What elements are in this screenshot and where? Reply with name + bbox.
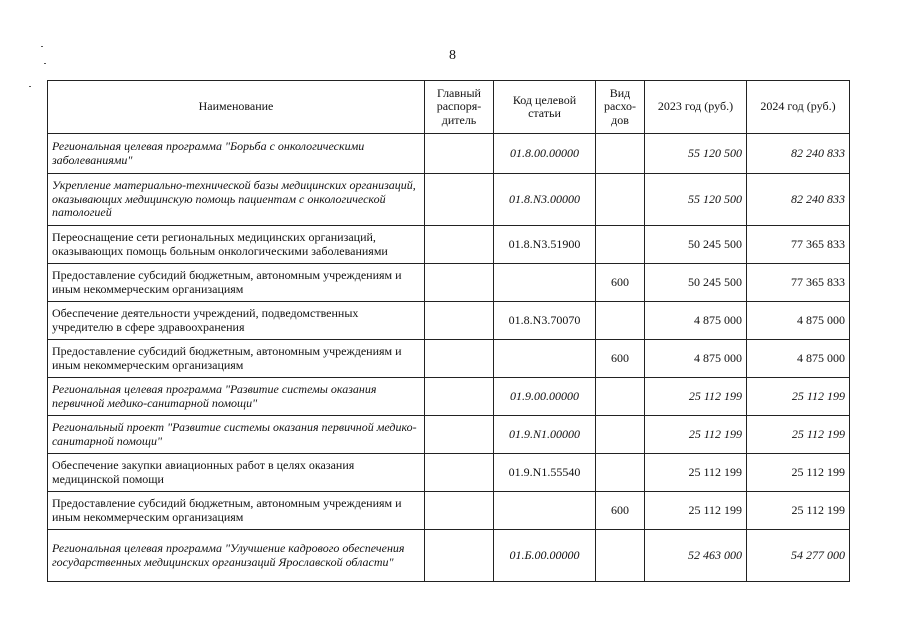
row-name-cell: Обеспечение деятельности учреждений, подведомственных учредителю в сфере здравоохранения <box>48 302 425 340</box>
scan-speck <box>29 86 31 87</box>
row-2024-cell: 4 875 000 <box>747 302 850 340</box>
row-type-cell <box>596 134 645 174</box>
row-2024-cell: 4 875 000 <box>747 340 850 378</box>
row-2024-cell: 82 240 833 <box>747 174 850 226</box>
row-name-cell: Переоснащение сети региональных медицинских организаций, оказывающих помощь больным онкологическими заболеваниями <box>48 226 425 264</box>
row-name-cell: Региональный проект "Развитие системы оказания первичной медико-санитарной помощи" <box>48 416 425 454</box>
row-2023-cell: 25 112 199 <box>645 378 747 416</box>
row-2023-cell: 4 875 000 <box>645 340 747 378</box>
table-row <box>48 530 850 582</box>
row-admin-cell <box>425 174 494 226</box>
row-admin-cell <box>425 492 494 530</box>
row-admin-cell <box>425 134 494 174</box>
row-type-cell: 600 <box>596 264 645 302</box>
row-2023-cell: 50 245 500 <box>645 226 747 264</box>
row-name-cell: Предоставление субсидий бюджетным, автономным учреждениям и иным некоммерческим организациям <box>48 492 425 530</box>
row-code-cell <box>494 492 596 530</box>
row-type-cell <box>596 378 645 416</box>
page-number: 8 <box>449 48 456 63</box>
row-2024-cell: 25 112 199 <box>747 454 850 492</box>
row-type-cell <box>596 174 645 226</box>
row-name-cell: Предоставление субсидий бюджетным, автономным учреждениям и иным некоммерческим организациям <box>48 264 425 302</box>
row-2024-cell: 77 365 833 <box>747 226 850 264</box>
header-name: Наименование <box>48 81 425 134</box>
row-2024-cell: 25 112 199 <box>747 492 850 530</box>
row-name-cell: Обеспечение закупки авиационных работ в целях оказания медицинской помощи <box>48 454 425 492</box>
header-code: Код целевой статьи <box>494 81 596 134</box>
row-2023-cell: 25 112 199 <box>645 492 747 530</box>
row-name-cell: Региональная целевая программа "Борьба с онкологическими заболеваниями" <box>48 134 425 174</box>
row-2023-cell: 4 875 000 <box>645 302 747 340</box>
row-2024-cell: 77 365 833 <box>747 264 850 302</box>
row-code-cell: 01.8.N3.51900 <box>494 226 596 264</box>
table-row <box>48 454 850 492</box>
row-2024-cell: 82 240 833 <box>747 134 850 174</box>
table-row <box>48 302 850 340</box>
table-row <box>48 264 850 302</box>
table-row <box>48 492 850 530</box>
table-row <box>48 340 850 378</box>
header-type: Вид расхо-дов <box>596 81 645 134</box>
row-code-cell: 01.8.N3.70070 <box>494 302 596 340</box>
table-row <box>48 416 850 454</box>
row-admin-cell <box>425 530 494 582</box>
table-row <box>48 378 850 416</box>
row-code-cell: 01.Б.00.00000 <box>494 530 596 582</box>
row-admin-cell <box>425 454 494 492</box>
row-admin-cell <box>425 416 494 454</box>
row-2023-cell: 55 120 500 <box>645 134 747 174</box>
row-type-cell <box>596 454 645 492</box>
row-type-cell <box>596 226 645 264</box>
row-code-cell: 01.8.N3.00000 <box>494 174 596 226</box>
row-2024-cell: 25 112 199 <box>747 416 850 454</box>
row-name-cell: Региональная целевая программа "Развитие системы оказания первичной медико-санитарной помощи" <box>48 378 425 416</box>
header-2023: 2023 год (руб.) <box>645 81 747 134</box>
row-code-cell: 01.9.N1.00000 <box>494 416 596 454</box>
row-admin-cell <box>425 302 494 340</box>
row-type-cell: 600 <box>596 492 645 530</box>
row-code-cell <box>494 264 596 302</box>
row-type-cell <box>596 416 645 454</box>
row-type-cell <box>596 302 645 340</box>
table-row <box>48 134 850 174</box>
row-type-cell: 600 <box>596 340 645 378</box>
row-2024-cell: 54 277 000 <box>747 530 850 582</box>
budget-table <box>47 80 850 582</box>
row-admin-cell <box>425 226 494 264</box>
row-admin-cell <box>425 340 494 378</box>
row-name-cell: Региональная целевая программа "Улучшение кадрового обеспечения государственных медицинских организаций Ярославской области" <box>48 530 425 582</box>
table-header-row <box>48 81 850 134</box>
table-row <box>48 174 850 226</box>
row-2023-cell: 25 112 199 <box>645 454 747 492</box>
row-name-cell: Предоставление субсидий бюджетным, автономным учреждениям и иным некоммерческим организациям <box>48 340 425 378</box>
row-name-cell: Укрепление материально-технической базы медицинских организаций, оказывающих медицинскую помощь пациентам с онкологической патологией <box>48 174 425 226</box>
header-admin: Главный распоря-дитель <box>425 81 494 134</box>
row-2023-cell: 25 112 199 <box>645 416 747 454</box>
row-2023-cell: 50 245 500 <box>645 264 747 302</box>
row-type-cell <box>596 530 645 582</box>
row-code-cell: 01.9.00.00000 <box>494 378 596 416</box>
row-admin-cell <box>425 264 494 302</box>
row-code-cell <box>494 340 596 378</box>
row-2023-cell: 52 463 000 <box>645 530 747 582</box>
table-row <box>48 226 850 264</box>
scan-speck <box>41 46 43 47</box>
row-2023-cell: 55 120 500 <box>645 174 747 226</box>
row-code-cell: 01.8.00.00000 <box>494 134 596 174</box>
row-code-cell: 01.9.N1.55540 <box>494 454 596 492</box>
row-2024-cell: 25 112 199 <box>747 378 850 416</box>
row-admin-cell <box>425 378 494 416</box>
header-2024: 2024 год (руб.) <box>747 81 850 134</box>
